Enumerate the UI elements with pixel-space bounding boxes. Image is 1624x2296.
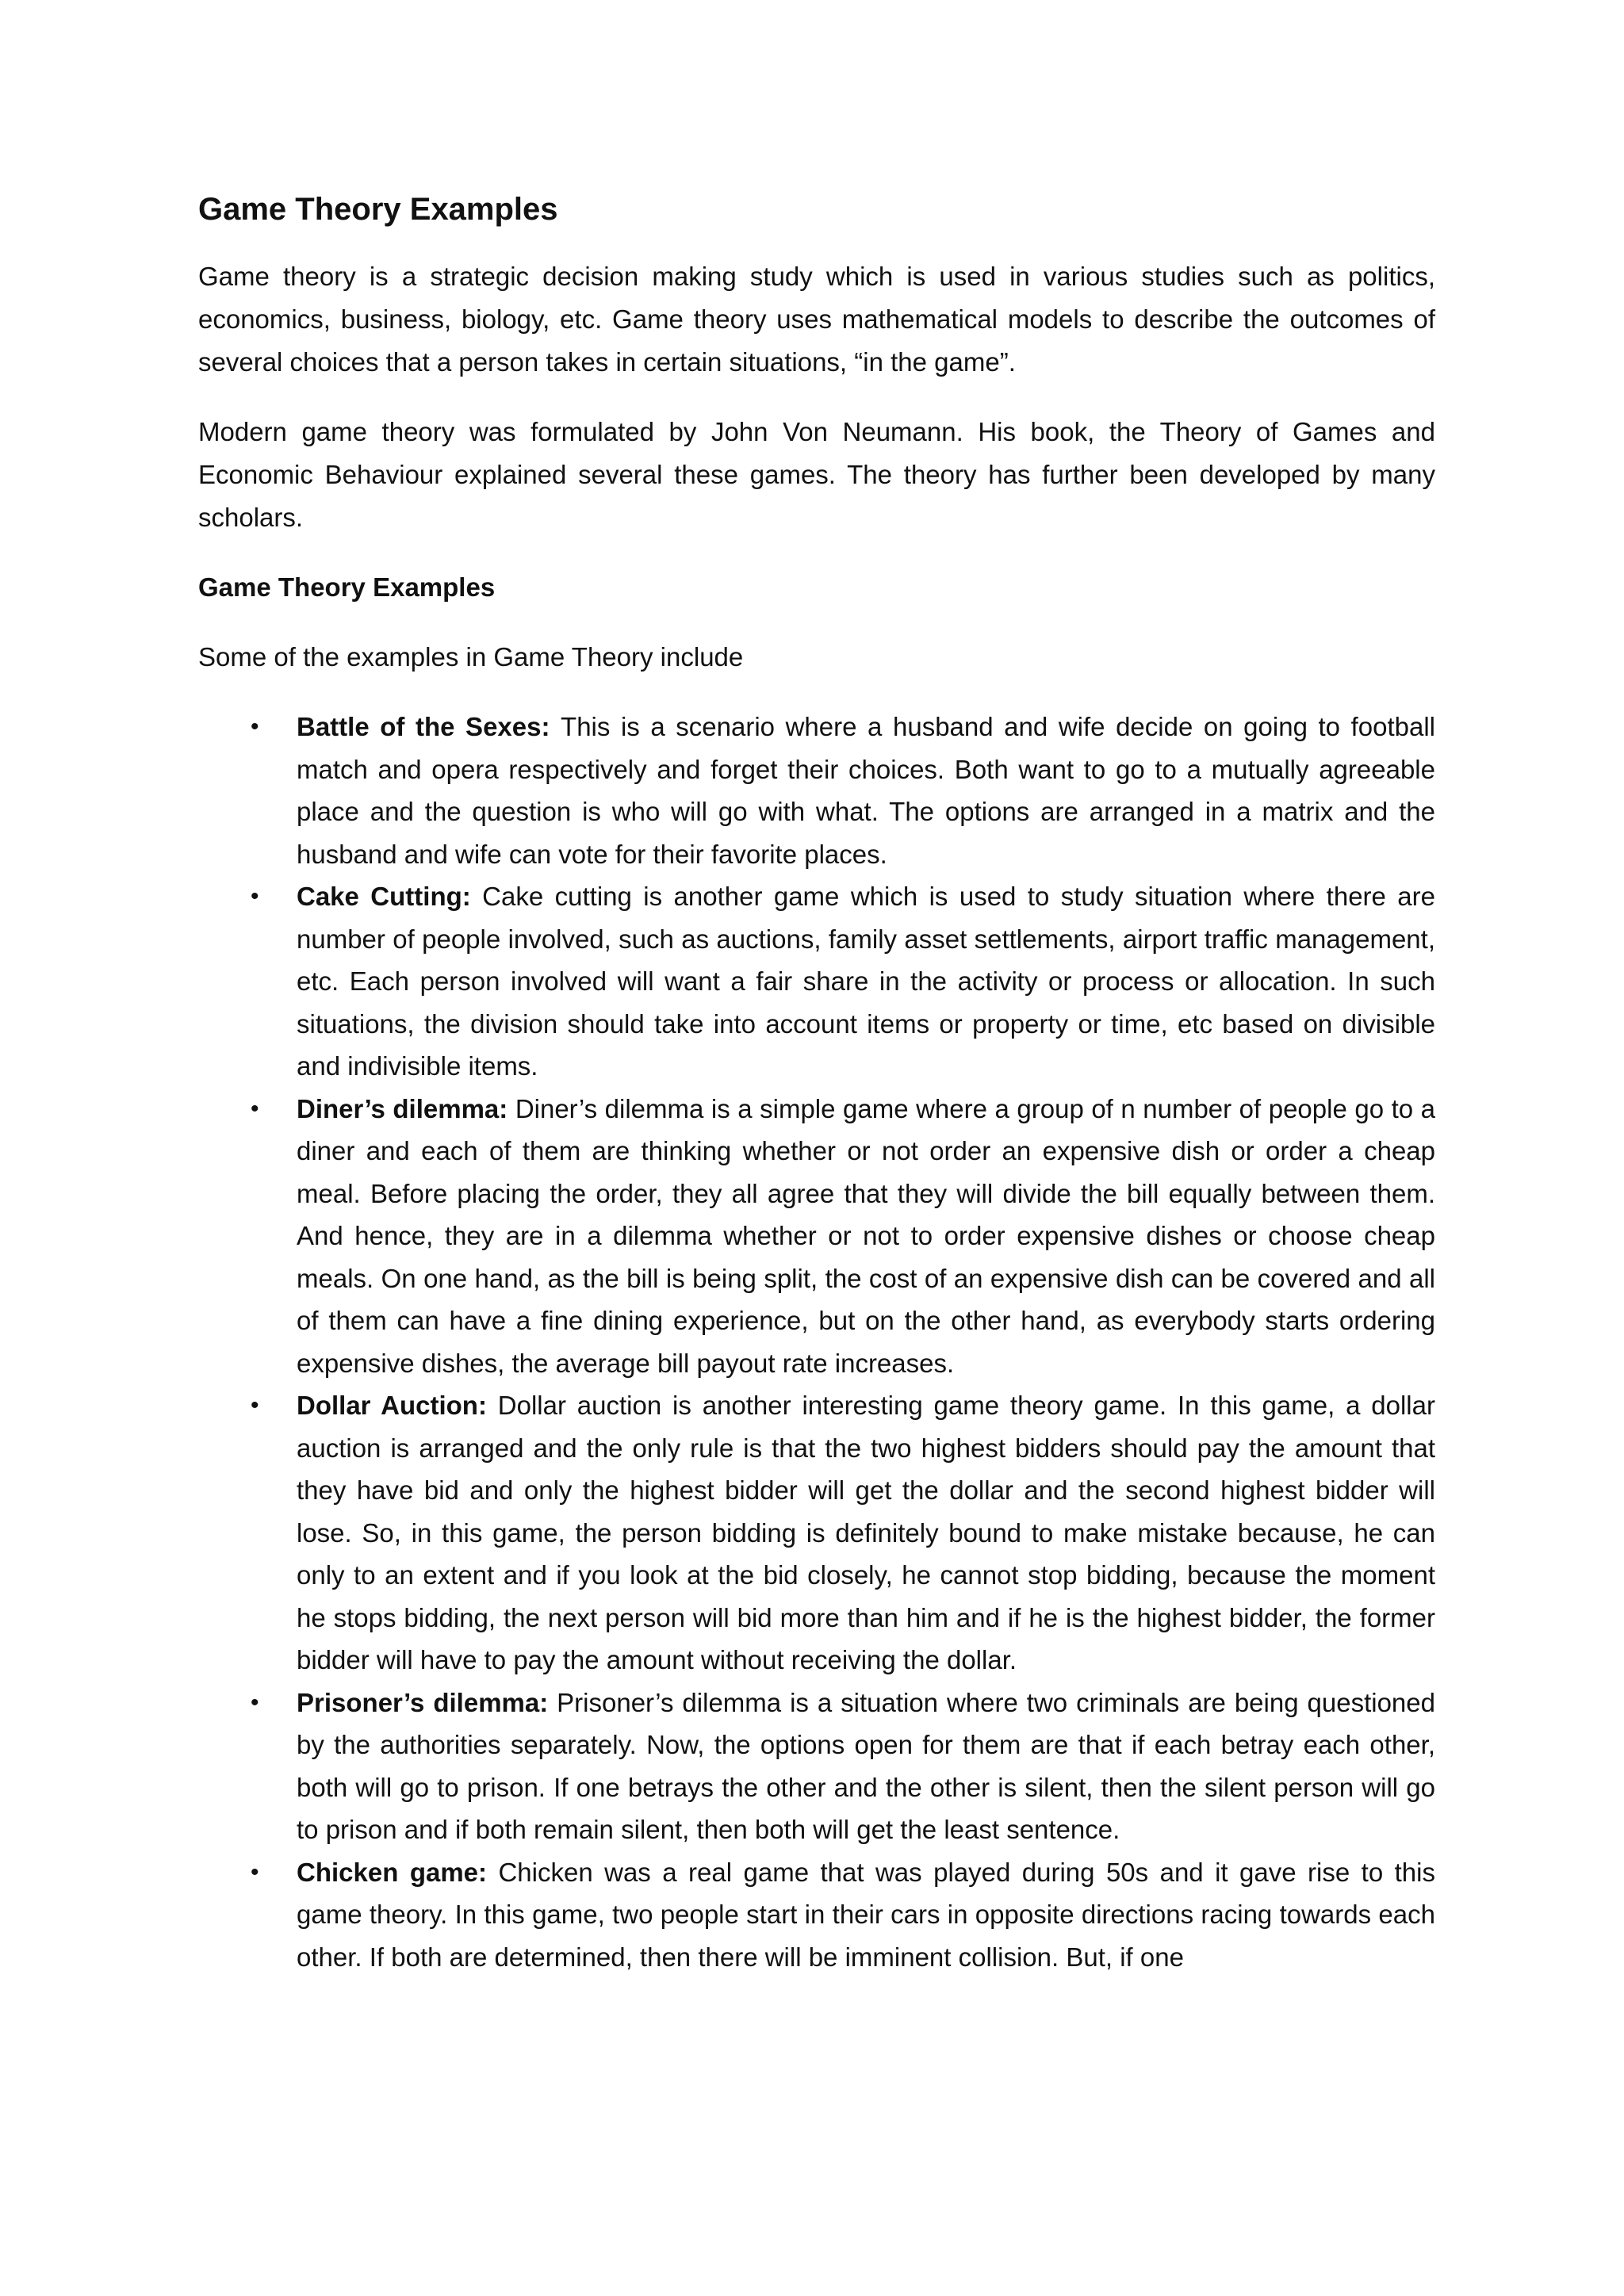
example-text: Diner’s dilemma is a simple game where a group of n number of people go to a diner and each of them are thinking whether or not order an expensive dish or order a cheap meal. Before placing the order, they all agree that they will divide the bill equally between them. And hence, they are in a dilemma whether or not to order expensive dishes or choose cheap meals. On one hand, as the bill is being split, the cost of an expensive dish can be covered and all of them can have a fine dining experience, but on the other hand, as everybody starts ordering expensive dishes, the average bill payout rate increases.	[297, 1093, 1435, 1378]
example-term: Diner’s dilemma:	[297, 1093, 515, 1123]
examples-intro: Some of the examples in Game Theory include	[198, 642, 744, 672]
example-text: This is a scenario where a husband and wife decide on going to football match and opera respectively and forget their choices. Both want to go to a mutually agreeable place and the question is who will go with what. The options are arranged in a matrix and the husband and wife can vote for their favorite places.	[297, 712, 1435, 869]
example-text: Prisoner’s dilemma is a situation where two criminals are being questioned by the authorities separately. Now, the options open for them are that if each betray each other, both will go to prison. If one betrays the other and the other is silent, then the silent person will go to prison and if both remain silent, then both will get the least sentence.	[297, 1687, 1435, 1844]
list-item	[198, 1682, 1435, 1851]
example-term: Cake Cutting:	[297, 882, 483, 911]
bullet-icon: •	[251, 1095, 259, 1122]
list-item	[198, 875, 1435, 1088]
list-item	[198, 1384, 1435, 1682]
list-item	[198, 1851, 1435, 1979]
example-text: Dollar auction is another interesting game theory game. In this game, a dollar auction is arranged and the only rule is that the two highest bidders should pay the amount that they have bid and only the highest bidder will get the dollar and the second highest bidder will lose. So, in this game, the person bidding is definitely bound to make mistake because, he can only to an extent and if you look at the bid closely, he cannot stop bidding, because the moment he stops bidding, the next person will bid more than him and if he is the highest bidder, the former bidder will have to pay the amount without receiving the dollar.	[297, 1391, 1435, 1674]
bullet-icon: •	[251, 883, 259, 909]
examples-list	[198, 706, 1435, 1978]
example-text: Chicken was a real game that was played during 50s and it gave rise to this game theory. In this game, two people start in their cars in opposite directions racing towards each other. If both are determined, then there will be imminent collision. But, if one	[297, 1857, 1435, 1972]
list-item	[198, 706, 1435, 875]
intro-paragraph-2: Modern game theory was formulated by John Von Neumann. His book, the Theory of Games and Economic Behaviour explained several these games. The theory has further been developed by many scholars.	[198, 417, 1435, 532]
example-term: Chicken game:	[297, 1857, 499, 1887]
example-text: Cake cutting is another game which is used to study situation where there are number of people involved, such as auctions, family asset settlements, airport traffic management, etc. Each person involved will want a fair share in the activity or process or allocation. In such situations, the division should take into account items or property or time, etc based on divisible and indivisible items.	[297, 882, 1435, 1081]
intro-paragraph-1: Game theory is a strategic decision making study which is used in various studies such as politics, economics, business, biology, etc. Game theory uses mathematical models to describe the outcomes of several choices that a person takes in certain situations, “in the game”.	[198, 262, 1435, 377]
document-page	[198, 190, 1435, 1978]
example-term: Battle of the Sexes:	[297, 712, 561, 741]
section-heading: Game Theory Examples	[198, 572, 496, 602]
example-term: Dollar Auction:	[297, 1391, 498, 1420]
page-title: Game Theory Examples	[198, 192, 558, 227]
bullet-icon: •	[251, 1689, 259, 1716]
example-term: Prisoner’s dilemma:	[297, 1687, 557, 1717]
bullet-icon: •	[251, 1858, 259, 1885]
list-item	[198, 1088, 1435, 1385]
bullet-icon: •	[251, 1392, 259, 1418]
bullet-icon: •	[251, 714, 259, 740]
